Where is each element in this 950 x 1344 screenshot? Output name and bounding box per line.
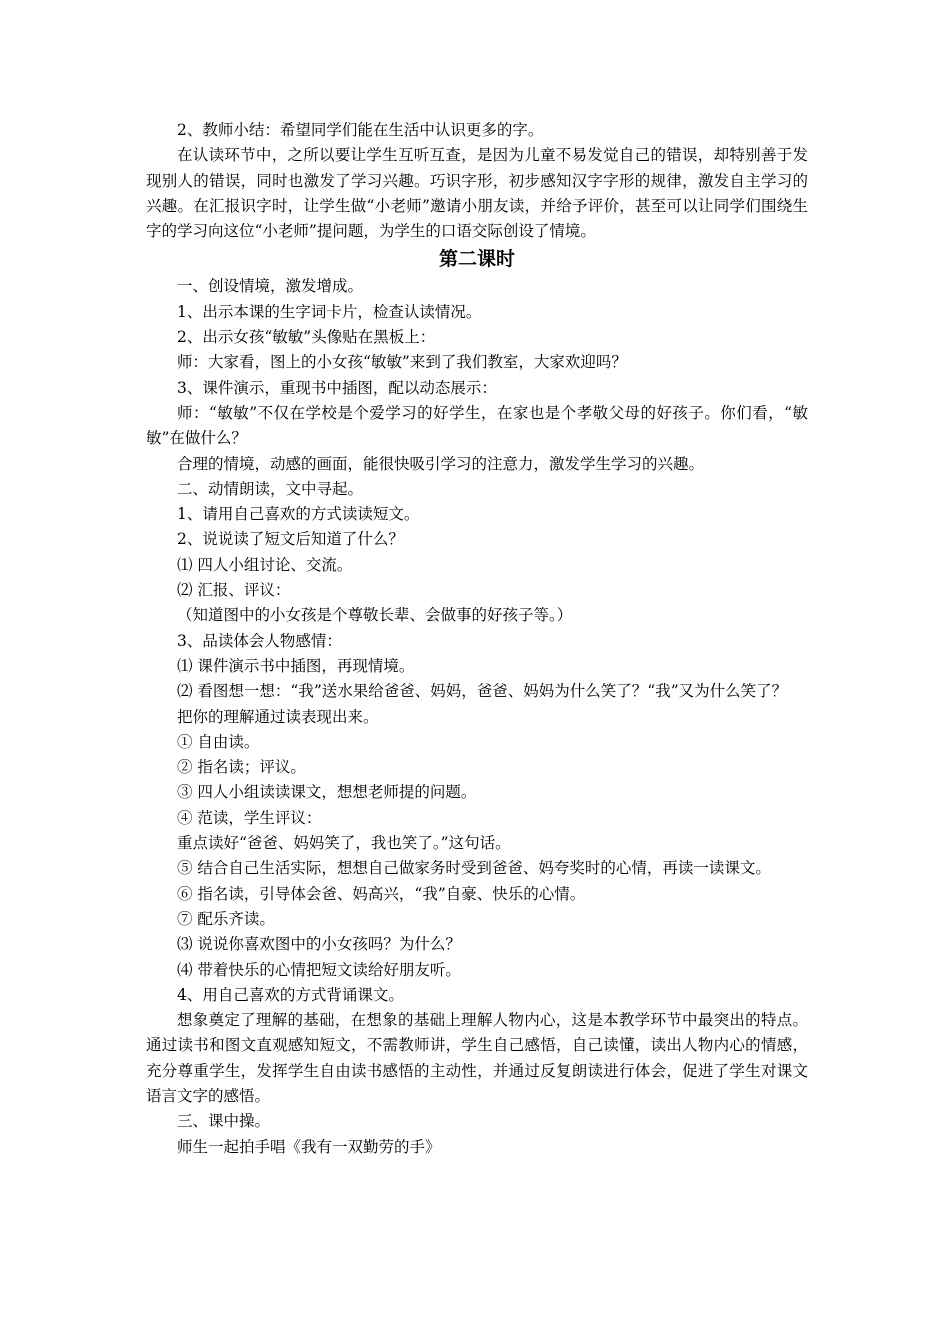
paragraph: 4、用自己喜欢的方式背诵课文。: [177, 985, 404, 1004]
paragraph: 3、品读体会人物感情：: [177, 631, 342, 650]
paragraph: ⑵ 看图想一想：“我”送水果给爸爸、妈妈，爸爸、妈妈为什么笑了？“我”又为什么笑了？: [177, 682, 788, 701]
paragraph: 一、创设情境，激发增成。: [177, 277, 364, 296]
paragraph: ⑴ 课件演示书中插图，再现情境。: [177, 656, 415, 675]
paragraph: ⑴ 四人小组讨论、交流。: [177, 555, 353, 574]
paragraph: 想象奠定了理解的基础，在想象的基础上理解人物内心，这是本教学环节中最突出的特点。通过读书和图文直观感知短文，不需教师讲，学生自己感悟，自己读懂，读出人物内心的情感，充分尊重学生，发挥学生自由读书感悟的主动性，并通过反复朗读进行体会，促进了学生对课文语言文字的感悟。: [146, 1011, 808, 1105]
paragraph: （知道图中的小女孩是个尊敬长辈、会做事的好孩子等。）: [177, 606, 573, 625]
paragraph: 师生一起拍手唱《我有一双勤劳的手》: [177, 1137, 441, 1156]
paragraph: 师：大家看，图上的小女孩“敏敏”来到了我们教室，大家欢迎吗？: [177, 353, 627, 372]
paragraph: 重点读好“爸爸、妈妈笑了，我也笑了。”这句话。: [177, 834, 511, 853]
section-heading: 第二课时: [438, 248, 515, 271]
paragraph: 2、说说读了短文后知道了什么？: [177, 530, 404, 549]
paragraph: 二、动情朗读，文中寻起。: [177, 479, 364, 498]
paragraph: 3、课件演示，重现书中插图，配以动态展示：: [177, 378, 497, 397]
paragraph: ④ 范读，学生评议：: [177, 808, 322, 827]
paragraph: 师：“敏敏”不仅在学校是个爱学习的好学生，在家也是个孝敬父母的好孩子。你们看，“敏敏”在做什么？: [146, 403, 808, 448]
paragraph: 三、课中操。: [177, 1112, 271, 1131]
paragraph: 1、出示本课的生字词卡片，检查认读情况。: [177, 302, 482, 321]
paragraph: 把你的理解通过读表现出来。: [177, 707, 379, 726]
paragraph: 合理的情境，动感的画面，能很快吸引学习的注意力，激发学生学习的兴趣。: [177, 454, 705, 473]
paragraph: ② 指名读；评议。: [177, 758, 306, 777]
paragraph: ⑶ 说说你喜欢图中的小女孩吗？为什么？: [177, 935, 461, 954]
paragraph: ⑦ 配乐齐读。: [177, 909, 275, 928]
paragraph: 1、请用自己喜欢的方式读读短文。: [177, 505, 420, 524]
paragraph: ⑷ 带着快乐的心情把短文读给好朋友听。: [177, 960, 461, 979]
paragraph: 在认读环节中，之所以要让学生互听互查，是因为儿童不易发觉自己的错误，却特别善于发现别人的错误，同时也激发了学习兴趣。巧识字形，初步感知汉字字形的规律，激发自主学习的兴趣。在汇报识字时，让学生做“小老师”邀请小朋友读，并给予评价，甚至可以让同学们围绕生字的学习向这位“小老师”提问题，为学生的口语交际创设了情境。: [146, 146, 808, 241]
paragraph: ⑤ 结合自己生活实际，想想自己做家务时受到爸爸、妈夸奖时的心情，再读一读课文。: [177, 859, 771, 878]
paragraph: 2、教师小结：希望同学们能在生活中认识更多的字。: [177, 121, 544, 139]
paragraph: ⑥ 指名读，引导体会爸、妈高兴，“我”自豪、快乐的心情。: [177, 884, 586, 903]
paragraph: ③ 四人小组读读课文，想想老师提的问题。: [177, 783, 477, 802]
paragraph: 2、出示女孩“敏敏”头像贴在黑板上：: [177, 328, 436, 347]
document-page: [146, 118, 808, 1160]
paragraph: ⑵ 汇报、评议：: [177, 581, 291, 600]
paragraph: ① 自由读。: [177, 732, 260, 751]
